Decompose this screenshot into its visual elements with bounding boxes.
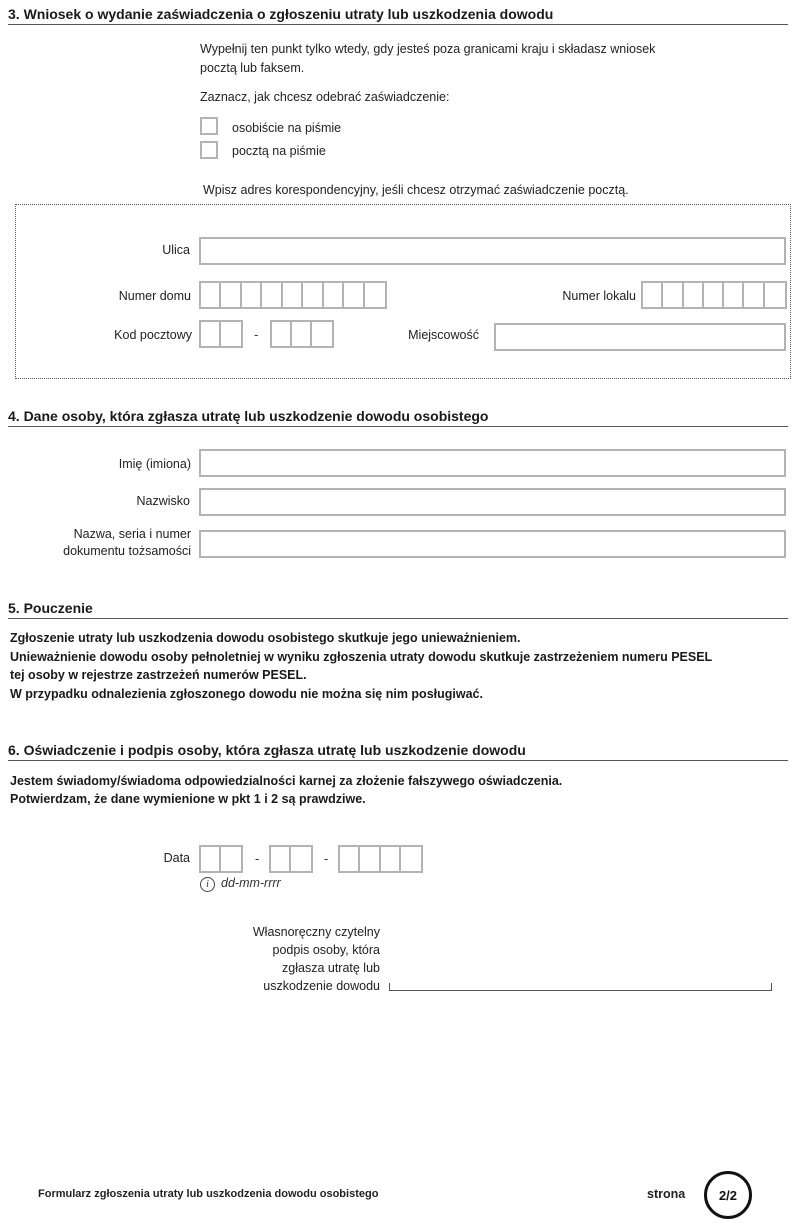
- date-label: Data: [163, 851, 190, 865]
- page-label: strona: [647, 1187, 686, 1201]
- date-year-cell[interactable]: [360, 847, 380, 871]
- date-month-input[interactable]: [269, 845, 313, 873]
- apartment-number-label: Numer lokalu: [562, 289, 636, 303]
- date-separator-1: -: [255, 851, 260, 866]
- notice-line-4: W przypadku odnalezienia zgłoszonego dowodu nie można się nim posługiwać.: [10, 687, 483, 701]
- form-name: Formularz zgłoszenia utraty lub uszkodzenia dowodu osobistego: [38, 1188, 379, 1200]
- notice-line-3: tej osoby w rejestrze zastrzeżeń numerów PESEL.: [10, 668, 307, 682]
- section-3-intro-line-1: Wypełnij ten punkt tylko wtedy, gdy jesteś poza granicami kraju i składasz wniosek: [200, 42, 656, 56]
- postal-code-cell[interactable]: [312, 322, 332, 346]
- house-number-cell[interactable]: [201, 283, 221, 307]
- apartment-number-cell[interactable]: [724, 283, 744, 307]
- section-4-title: 4. Dane osoby, która zgłasza utratę lub uszkodzenie dowodu osobistego: [8, 408, 788, 427]
- signature-line[interactable]: [389, 983, 772, 991]
- postal-code-separator: -: [254, 327, 259, 342]
- date-year-input[interactable]: [338, 845, 423, 873]
- declaration-line-1: Jestem świadomy/świadoma odpowiedzialności karnej za złożenie fałszywego oświadczenia.: [10, 774, 563, 788]
- street-input[interactable]: [199, 237, 786, 265]
- apartment-number-cell[interactable]: [663, 283, 683, 307]
- date-format-hint: dd-mm-rrrr: [221, 876, 281, 890]
- apartment-number-cell[interactable]: [704, 283, 724, 307]
- checkbox-by-post[interactable]: [200, 141, 218, 159]
- checkbox-in-person[interactable]: [200, 117, 218, 135]
- notice-line-2: Unieważnienie dowodu osoby pełnoletniej w wyniku zgłoszenia utraty dowodu skutkuje zastrzeżeniem numeru PESEL: [10, 650, 713, 664]
- section-5-title: 5. Pouczenie: [8, 600, 788, 619]
- signature-label-line-4: uszkodzenie dowodu: [263, 979, 380, 993]
- apartment-number-cell[interactable]: [643, 283, 663, 307]
- date-month-cell[interactable]: [291, 847, 311, 871]
- postal-code-part-2[interactable]: [270, 320, 334, 348]
- signature-label-line-1: Własnoręczny czytelny: [252, 925, 380, 939]
- section-3-intro-line-2: pocztą lub faksem.: [200, 61, 305, 75]
- date-year-cell[interactable]: [381, 847, 401, 871]
- house-number-label: Numer domu: [118, 289, 191, 303]
- date-year-cell[interactable]: [340, 847, 360, 871]
- document-label-line-2: dokumentu tożsamości: [63, 544, 191, 558]
- date-day-input[interactable]: [199, 845, 243, 873]
- house-number-cell[interactable]: [303, 283, 323, 307]
- signature-label-line-2: podpis osoby, która: [272, 943, 380, 957]
- last-name-label: Nazwisko: [136, 494, 190, 508]
- date-separator-2: -: [324, 851, 329, 866]
- street-label: Ulica: [162, 243, 190, 257]
- section-3-title: 3. Wniosek o wydanie zaświadczenia o zgłoszeniu utraty lub uszkodzenia dowodu: [8, 6, 788, 25]
- option-in-person-label: osobiście na piśmie: [232, 121, 342, 135]
- page-number: 2/2: [718, 1187, 738, 1203]
- info-icon: i: [200, 877, 215, 892]
- date-month-cell[interactable]: [271, 847, 291, 871]
- date-year-cell[interactable]: [401, 847, 421, 871]
- apartment-number-cell[interactable]: [684, 283, 704, 307]
- apartment-number-cell[interactable]: [765, 283, 785, 307]
- page-number-badge: [704, 1171, 752, 1219]
- postal-code-cell[interactable]: [272, 322, 292, 346]
- first-name-input[interactable]: [199, 449, 786, 477]
- house-number-cell[interactable]: [262, 283, 282, 307]
- section-6-title: 6. Oświadczenie i podpis osoby, która zgłasza utratę lub uszkodzenie dowodu: [8, 742, 788, 761]
- postal-code-cell[interactable]: [201, 322, 221, 346]
- house-number-cell[interactable]: [283, 283, 303, 307]
- house-number-cell[interactable]: [344, 283, 364, 307]
- postal-code-cell[interactable]: [292, 322, 312, 346]
- identity-document-input[interactable]: [199, 530, 786, 558]
- house-number-cell[interactable]: [221, 283, 241, 307]
- date-day-cell[interactable]: [221, 847, 241, 871]
- first-name-label: Imię (imiona): [118, 457, 191, 471]
- house-number-cell[interactable]: [365, 283, 385, 307]
- postal-code-label: Kod pocztowy: [114, 328, 192, 342]
- city-input[interactable]: [494, 323, 786, 351]
- house-number-cell[interactable]: [242, 283, 262, 307]
- signature-label-line-3: zgłasza utratę lub: [282, 961, 380, 975]
- city-label: Miejscowość: [408, 328, 479, 342]
- postal-code-cell[interactable]: [221, 322, 241, 346]
- option-by-post-label: pocztą na piśmie: [232, 144, 326, 158]
- date-day-cell[interactable]: [201, 847, 221, 871]
- delivery-method-label: Zaznacz, jak chcesz odebrać zaświadczenie:: [200, 90, 450, 104]
- postal-code-part-1[interactable]: [199, 320, 243, 348]
- last-name-input[interactable]: [199, 488, 786, 516]
- document-label-line-1: Nazwa, seria i numer: [73, 527, 191, 541]
- house-number-input[interactable]: [199, 281, 387, 309]
- apartment-number-cell[interactable]: [744, 283, 764, 307]
- address-hint: Wpisz adres korespondencyjny, jeśli chcesz otrzymać zaświadczenie pocztą.: [203, 183, 629, 197]
- apartment-number-input[interactable]: [641, 281, 787, 309]
- declaration-line-2: Potwierdzam, że dane wymienione w pkt 1 i 2 są prawdziwe.: [10, 792, 366, 806]
- notice-line-1: Zgłoszenie utraty lub uszkodzenia dowodu osobistego skutkuje jego unieważnieniem.: [10, 631, 521, 645]
- house-number-cell[interactable]: [324, 283, 344, 307]
